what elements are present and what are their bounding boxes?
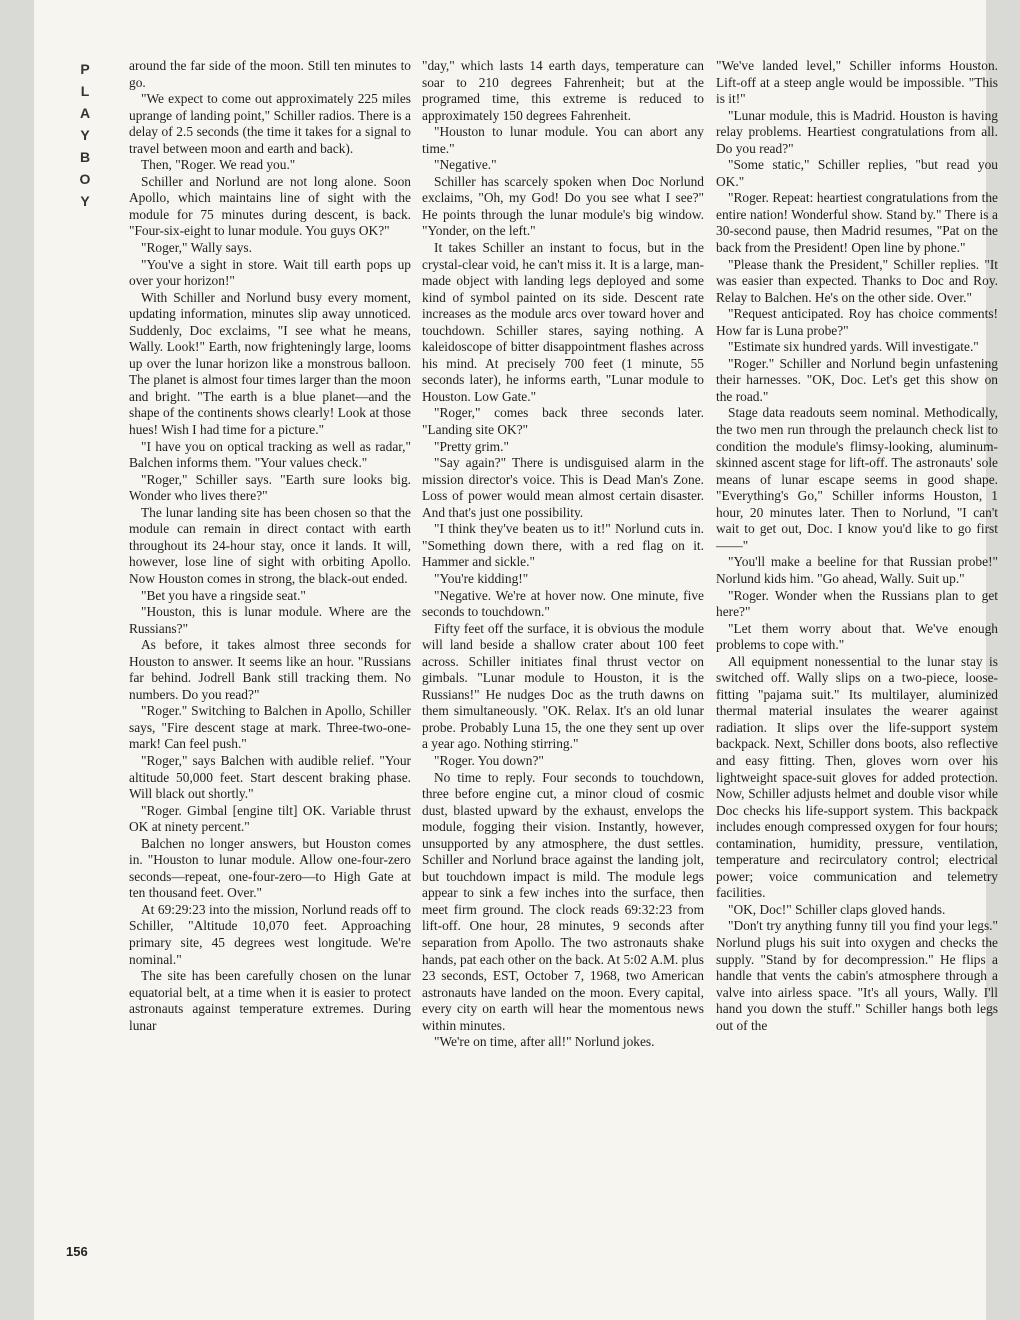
text-column-1 (129, 58, 411, 1034)
paragraph: "Roger. Wonder when the Russians plan to get here?" (716, 587, 998, 620)
paragraph: "Don't try anything funny till you find your legs." Norlund plugs his suit into oxygen and checks the supply. "Stand by for decompression." He flips a handle that vents the cabin's atmosphere through a valve into airless space. "It's all yours, Wally. I'll hand you down the stuff." Schiller hangs both legs out of the (716, 918, 998, 1033)
paragraph: "I have you on optical tracking as well as radar," Balchen informs them. "Your values check." (129, 438, 411, 471)
paragraph: "Pretty grim." (434, 438, 509, 454)
paragraph: The lunar landing site has been chosen so that the module can remain in direct contact with earth throughout its 24-hour stay, once it lands. It will, however, lose line of sight with orbiting Apollo. Now Houston comes in strong, the black-out ended. (129, 504, 411, 586)
masthead-letter: P (80, 61, 90, 77)
paragraph: Fifty feet off the surface, it is obvious the module will land beside a shallow crater about 100 feet across. Schiller initiates final thrust vector on gimbals. "Lunar module to Houston, it is the Russians!" He nudges Doc as the truth dawns on them simultaneously. "OK. Relax. It's an old lunar probe. Probably Luna 15, the one they sent up over a year ago. Nothing stirring." (422, 620, 704, 752)
paragraph: "Roger. Repeat: heartiest congratulations from the entire nation! Wonderful show. Stand by." There is a 30-second pause, then Madrid resumes, "Pat on the back from the President! Open line by phone." (716, 190, 998, 256)
paragraph: "Estimate six hundred yards. Will investigate." (728, 339, 979, 355)
text-column-3 (716, 58, 998, 1034)
paragraph: "Houston, this is lunar module. Where are the Russians?" (129, 604, 411, 636)
paragraph: "Some static," Schiller replies, "but read you OK." (716, 157, 998, 189)
paragraph: It takes Schiller an instant to focus, but in the crystal-clear void, he can't miss it. It is a large, man-made object with landing legs deployed and some kind of symbol painted on its side. Descent rate increases as the module arcs over toward hover and touchdown. Schiller stares, saying nothing. A kaleidoscope of bitter disappointment flashes across his mind. At precisely 700 feet (1 minute, 55 seconds later), he informs earth, "Lunar module to Houston. Low Gate." (422, 240, 704, 404)
paragraph: Then, "Roger. We read you." (141, 157, 296, 173)
paragraph: "Roger," Schiller says. "Earth sure looks big. Wonder who lives there?" (129, 471, 411, 504)
text-column-2 (422, 58, 704, 1051)
masthead-letter: O (79, 171, 91, 187)
masthead-letter: Y (80, 127, 90, 143)
paragraph: "Roger. Gimbal [engine tilt] OK. Variable thrust OK at ninety percent." (129, 802, 411, 835)
paragraph: "Let them worry about that. We've enough problems to cope with." (716, 620, 998, 653)
paragraph: around the far side of the moon. Still ten minutes to go. (129, 58, 411, 90)
paragraph: "Lunar module, this is Madrid. Houston is having relay problems. Heartiest congratulations from all. Do you read?" (716, 107, 998, 156)
paragraph: "OK, Doc!" Schiller claps gloved hands. (728, 901, 946, 917)
paragraph: "I think they've beaten us to it!" Norlund cuts in. "Something down there, with a red flag on it. Hammer and sickle." (422, 521, 704, 570)
paragraph: "You've a sight in store. Wait till earth pops up over your horizon!" (129, 256, 411, 289)
paragraph: "Negative. We're at hover now. One minute, five seconds to touchdown." (422, 587, 704, 620)
paragraph: As before, it takes almost three seconds for Houston to answer. It seems like an hour. "Russians far behind. Jodrell Bank still tracking them. No numbers. Do you read?" (129, 637, 411, 702)
paragraph: "Negative." (434, 157, 497, 173)
paragraph: At 69:29:23 into the mission, Norlund reads off to Schiller, "Altitude 10,070 feet. Approaching primary site, 45 degrees west longitude. We're nominal." (129, 901, 411, 967)
paragraph: "Bet you have a ringside seat." (141, 587, 306, 603)
paragraph: All equipment nonessential to the lunar stay is switched off. Wally slips on a two-piece, loose-fitting "pajama suit." Its multilayer, aluminized thermal material insulates the wearer against radiation. It slips over the life-support system backpack. Next, Schiller dons boots, also reflective and easy fitting. Then, gloves worn over his lightweight space-suit gloves for added protection. Now, Schiller adjusts helmet and double visor while Doc checks his life-support system. This backpack includes enough compressed oxygen for four hours; contamination, humidity, pressure, ventilation, temperature and recirculatory control; electrical power; voice communication and telemetry facilities. (716, 653, 998, 901)
paragraph: "We've landed level," Schiller informs Houston. Lift-off at a steep angle would be impossible. "This is it!" (716, 58, 998, 107)
masthead-letter: A (79, 105, 91, 121)
paragraph: "Houston to lunar module. You can abort any time." (422, 124, 704, 156)
magazine-page (34, 0, 998, 1320)
paragraph: No time to reply. Four seconds to touchdown, three before engine cut, a minor cloud of cosmic dust, blasted upward by the exhaust, envelops the module, fogging their vision. Instantly, however, unsupported by any atmosphere, the dust settles. Schiller and Norlund brace against the landing jolt, but touchdown impact is mild. The module legs appear to sink a few inches into the surface, then meet firm ground. The clock reads 69:32:23 from lift-off. One hour, 28 minutes, 9 seconds after separation from Apollo. The two astronauts shake hands, pat each other on the back. At 5:02 A.M. plus 23 seconds, EST, October 7, 1968, two American astronauts have landed on the moon. Every capital, every city on earth will hear the momentous news within minutes. (422, 769, 704, 1033)
page-number: 156 (66, 1244, 88, 1259)
paragraph: Stage data readouts seem nominal. Methodically, the two men run through the prelaunch check list to condition the module's flimsy-looking, aluminum-skinned ascent stage for lift-off. The astronauts' sole means of lunar escape seems in good shape. "Everything's Go," Schiller informs Houston, 1 hour, 20 minutes later. Then to Norlund, "I can't wait to get out, Doc. I know you'd like to go first——" (716, 405, 998, 553)
paragraph: "We're on time, after all!" Norlund jokes. (434, 1034, 655, 1050)
paragraph: "Say again?" There is undisguised alarm in the mission director's voice. This is Dead Man's Zone. Loss of power would mean almost certain disaster. And that's just one possibility. (422, 455, 704, 520)
masthead-letter: Y (80, 193, 90, 209)
paragraph: "Roger." Schiller and Norlund begin unfastening their harnesses. "OK, Doc. Let's get this show on the road." (716, 355, 998, 404)
paragraph: "We expect to come out approximately 225 miles uprange of landing point," Schiller radios. There is a delay of 2.5 seconds (the time it takes for a signal to travel between moon and earth and back). (129, 91, 411, 156)
paragraph: "Please thank the President," Schiller replies. "It was easier than expected. Thanks to Doc and Roy. Relay to Balchen. He's on the other side. Over." (716, 256, 998, 305)
masthead-playboy (74, 58, 96, 212)
paragraph: "Roger," comes back three seconds later. "Landing site OK?" (422, 405, 704, 438)
paragraph: The site has been carefully chosen on the lunar equatorial belt, at a time when it is easier to protect astronauts against temperature extremes. During lunar (129, 968, 411, 1033)
paragraph: "You're kidding!" (434, 570, 529, 586)
paragraph: "Roger. You down?" (434, 752, 544, 768)
paragraph: "Roger," says Balchen with audible relief. "Your altitude 50,000 feet. Start descent braking phase. Will black out shortly." (129, 752, 411, 802)
paragraph: "Roger," Wally says. (141, 240, 252, 256)
paragraph: "day," which lasts 14 earth days, temperature can soar to 210 degrees Fahrenheit; but at the programed time, this extreme is reduced to approximately 150 degrees Fahrenheit. (422, 58, 704, 123)
masthead-letter: B (79, 149, 91, 165)
paragraph: With Schiller and Norlund busy every moment, updating information, minutes slip away unnoticed. Suddenly, Doc exclaims, "I see what he means, Wally. Look!" Earth, now frighteningly large, looms up over the lunar horizon like a monstrous balloon. The planet is almost four times larger than the moon and bright. "The earth is a blue planet—and the shape of the continents shows clearly! Look at those hues! Wish I had time for a picture." (129, 289, 411, 438)
paragraph: "Roger." Switching to Balchen in Apollo, Schiller says, "Fire descent stage at mark. Three-two-one-mark! Can feel push." (129, 703, 411, 752)
paragraph: "Request anticipated. Roy has choice comments! How far is Luna probe?" (716, 306, 998, 338)
masthead-letter: L (80, 83, 90, 99)
paragraph: Balchen no longer answers, but Houston comes in. "Houston to lunar module. Allow one-four-zero seconds—repeat, one-four-zero—to High Gate at ten thousand feet. Over." (129, 835, 411, 901)
paragraph: Schiller has scarcely spoken when Doc Norlund exclaims, "Oh, my God! Do you see what I see?" He points through the lunar module's big window. "Yonder, on the left." (422, 173, 704, 239)
paragraph: Schiller and Norlund are not long alone. Soon Apollo, which maintains line of sight with the module for 75 minutes during descent, is back. "Four-six-eight to lunar module. You guys OK?" (129, 173, 411, 239)
paragraph: "You'll make a beeline for that Russian probe!" Norlund kids him. "Go ahead, Wally. Suit up." (716, 554, 998, 586)
